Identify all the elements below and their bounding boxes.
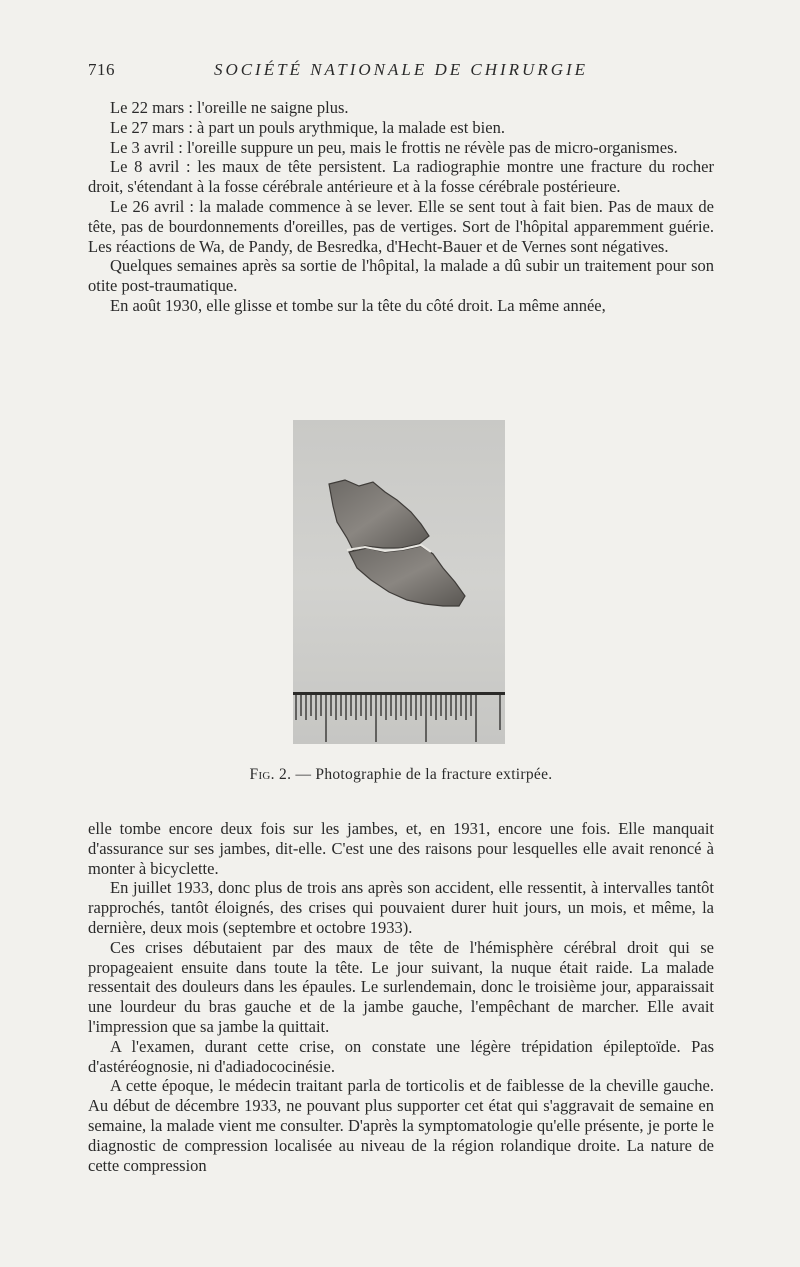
- page-header: [88, 60, 714, 84]
- bone-fragment-upper: [329, 480, 429, 550]
- paragraph: Le 3 avril : l'oreille suppure un peu, mais le frottis ne révèle pas de micro-organismes.: [110, 137, 678, 157]
- paragraph: Quelques semaines après sa sortie de l'hôpital, la malade a dû subir un traitement pour son otite post-traumatique.: [88, 256, 714, 296]
- paragraph: En août 1930, elle glisse et tombe sur la tête du côté droit. La même année,: [110, 295, 606, 315]
- figure-caption: [88, 766, 714, 784]
- body-text-bottom: [88, 819, 714, 1175]
- paragraph: Le 27 mars : à part un pouls arythmique, la malade est bien.: [110, 117, 505, 137]
- ruler-base: [293, 692, 505, 695]
- paragraph: Ces crises débutaient par des maux de tête de l'hémisphère cérébral droit qui se propageaient ensuite dans toute la tête. Le jour suivant, la nuque était raide. La malade ressentait des douleurs dans les épaules. Le surlendemain, donc le troisième jour, apparaissait une lourdeur du bras gauche et de la jambe gauche, l'empêchant de marcher. Elle avait l'impression que sa jambe la quittait.: [88, 937, 714, 1036]
- paragraph-continued: elle tombe encore deux fois sur les jambes, et, en 1931, encore une fois. Elle manquait d'assurance sur ses jambes, dit-elle. C'est une des raisons pour lesquelles elle avait renoncé à monter à bicyclette.: [88, 819, 714, 878]
- body-text-top: [88, 98, 714, 316]
- figure-label: Fig. 2.: [249, 766, 292, 783]
- figure-caption-text: — Photographie de la fracture extirpée.: [295, 766, 553, 783]
- bone-fragment-lower: [349, 546, 465, 606]
- paragraph: Le 8 avril : les maux de tête persistent. La radiographie montre une fracture du rocher droit, s'étendant à la fosse cérébrale antérieure et à la fosse cérébrale postérieure.: [88, 157, 714, 197]
- paragraph: En juillet 1933, donc plus de trois ans après son accident, elle ressentit, à intervalles tantôt rapprochés, tantôt éloignés, des crises qui pouvaient durer huit jours, un mois, et même, la dernière, deux mois (septembre et octobre 1933).: [88, 878, 714, 937]
- page-number: 716: [88, 60, 115, 79]
- running-title: SOCIÉTÉ NATIONALE DE CHIRURGIE: [213, 60, 589, 79]
- paragraph: A cette époque, le médecin traitant parla de torticolis et de faiblesse de la cheville gauche. Au début de décembre 1933, ne pouvant plus supporter cet état qui s'aggravait de semaine en semaine, la malade vient me consulter. D'après la symptomatologie qu'elle présente, je porte le diagnostic de compression localisée au niveau de la région rolandique droite. La nature de cette compression: [88, 1076, 714, 1175]
- ruler-ticks: [296, 695, 500, 742]
- paragraph: A l'examen, durant cette crise, on constate une légère trépidation épileptoïde. Pas d'astéréognosie, ni d'adiadococinésie.: [88, 1036, 714, 1076]
- fracture-photograph: [293, 420, 505, 744]
- fracture-fragment-image: [293, 420, 505, 744]
- paragraph: Le 22 mars : l'oreille ne saigne plus.: [110, 98, 349, 117]
- paragraph: Le 26 avril : la malade commence à se lever. Elle se sent tout à fait bien. Pas de maux de tête, pas de bourdonnements d'oreilles, pas de vertiges. Sort de l'hôpital apparemment guérie. Les réactions de Wa, de Pandy, de Besredka, d'Hecht-Bauer et de Vernes sont négatives.: [88, 196, 714, 256]
